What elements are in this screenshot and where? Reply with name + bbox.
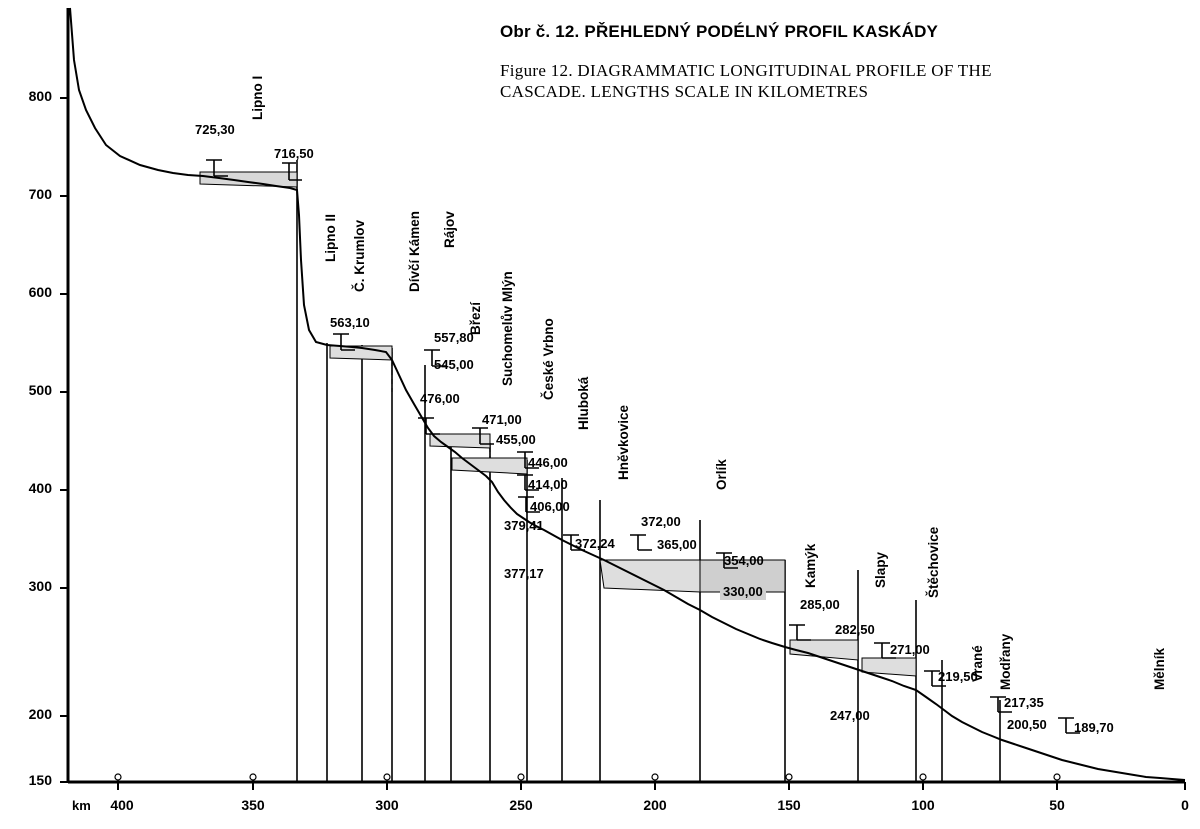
elevation-label-372-24: 372,24 bbox=[575, 536, 615, 551]
y-tick-label-500: 500 bbox=[28, 382, 52, 398]
dam-label-cesky-krumlov: Č. Krumlov bbox=[352, 219, 367, 292]
elevation-label-545-00: 545,00 bbox=[434, 357, 474, 372]
y-tick-label-700: 700 bbox=[28, 186, 52, 202]
y-tick-label-800: 800 bbox=[28, 88, 52, 104]
elevation-label-271-00: 271,00 bbox=[890, 642, 930, 657]
elevation-label-372-00: 372,00 bbox=[641, 514, 681, 529]
x-tick-label-250: 250 bbox=[509, 797, 533, 813]
x-tick-label-150: 150 bbox=[777, 797, 801, 813]
elevation-label-219-50: 219,50 bbox=[938, 669, 978, 684]
dam-label-lipno-ii: Lipno II bbox=[323, 214, 338, 262]
dam-label-brezi: Březí bbox=[468, 301, 483, 335]
dam-label-hnevkovice: Hněvkovice bbox=[616, 404, 631, 480]
y-tick-label-300: 300 bbox=[28, 578, 52, 594]
dam-label-kamyk: Kamýk bbox=[803, 543, 818, 588]
elevation-label-282-50: 282,50 bbox=[835, 622, 875, 637]
x-tick-label-100: 100 bbox=[911, 797, 935, 813]
x-axis-unit-label: km bbox=[72, 798, 91, 813]
dam-label-vrane: Vrané bbox=[970, 645, 985, 682]
river-profile-line bbox=[70, 8, 1185, 780]
x-tick-label-200: 200 bbox=[643, 797, 667, 813]
elevation-label-354-00: 354,00 bbox=[724, 553, 764, 568]
elevation-label-446-00: 446,00 bbox=[528, 455, 568, 470]
x-tick-label-50: 50 bbox=[1049, 797, 1065, 813]
x-tick-label-350: 350 bbox=[241, 797, 265, 813]
elevation-label-455-00: 455,00 bbox=[496, 432, 536, 447]
elevation-label-563-10: 563,10 bbox=[330, 315, 370, 330]
dam-label-orlik: Orlík bbox=[714, 459, 729, 490]
elevation-label-189-70: 189,70 bbox=[1074, 720, 1114, 735]
dam-label-rajov: Rájov bbox=[442, 211, 457, 248]
chart-title-english-line2: CASCADE. LENGTHS SCALE IN KILOMETRES bbox=[500, 82, 869, 102]
elevation-label-725-30: 725,30 bbox=[195, 122, 235, 137]
elevation-label-247-00: 247,00 bbox=[830, 708, 870, 723]
dam-label-stechovice: Štěchovice bbox=[926, 526, 941, 598]
dam-label-slapy: Slapy bbox=[873, 551, 888, 588]
dam-label-divci-kamen: Dívčí Kámen bbox=[407, 210, 422, 292]
chart-title-block bbox=[500, 22, 1190, 103]
elevation-label-406-00: 406,00 bbox=[530, 499, 570, 514]
elevation-label-330-00: 330,00 bbox=[720, 583, 766, 600]
x-axis-station-markers bbox=[115, 774, 1060, 780]
elevation-label-379-41: 379,41 bbox=[504, 518, 544, 533]
chart-title-english bbox=[500, 60, 1190, 103]
chart-title-czech: Obr č. 12. PŘEHLEDNÝ PODÉLNÝ PROFIL KASKÁDY bbox=[500, 22, 939, 41]
dam-label-lipno-i: Lipno I bbox=[250, 75, 265, 120]
dam-label-hluboka: Hluboká bbox=[576, 376, 591, 430]
dam-label-ceske-vrbno: České Vrbno bbox=[541, 318, 556, 400]
elevation-label-471-00: 471,00 bbox=[482, 412, 522, 427]
elevation-label-217-35: 217,35 bbox=[1004, 695, 1044, 710]
elevation-label-557-80: 557,80 bbox=[434, 330, 474, 345]
y-tick-label-200: 200 bbox=[28, 706, 52, 722]
elevation-label-377-17: 377,17 bbox=[504, 566, 544, 581]
elevation-label-414-00: 414,00 bbox=[528, 477, 568, 492]
elevation-label-285-00: 285,00 bbox=[800, 597, 840, 612]
x-tick-label-400: 400 bbox=[110, 797, 134, 813]
elevation-label-200-50: 200,50 bbox=[1007, 717, 1047, 732]
dam-vertical-lines bbox=[297, 160, 1000, 782]
dam-label-modrany: Modřany bbox=[998, 633, 1013, 690]
elevation-label-716-50: 716,50 bbox=[274, 146, 314, 161]
y-tick-label-150: 150 bbox=[28, 772, 52, 788]
y-tick-label-400: 400 bbox=[28, 480, 52, 496]
y-tick-label-600: 600 bbox=[28, 284, 52, 300]
elevation-label-365-00: 365,00 bbox=[657, 537, 697, 552]
chart-title-english-line1: Figure 12. DIAGRAMMATIC LONGITUDINAL PROFILE OF THE bbox=[500, 61, 992, 80]
dam-label-melnik: Mělník bbox=[1152, 647, 1167, 690]
dam-label-suchomeluv-mlyn: Suchomelův Mlýn bbox=[500, 271, 515, 386]
x-tick-label-300: 300 bbox=[375, 797, 399, 813]
elevation-label-476-00: 476,00 bbox=[420, 391, 460, 406]
x-tick-label-0: 0 bbox=[1181, 797, 1189, 813]
